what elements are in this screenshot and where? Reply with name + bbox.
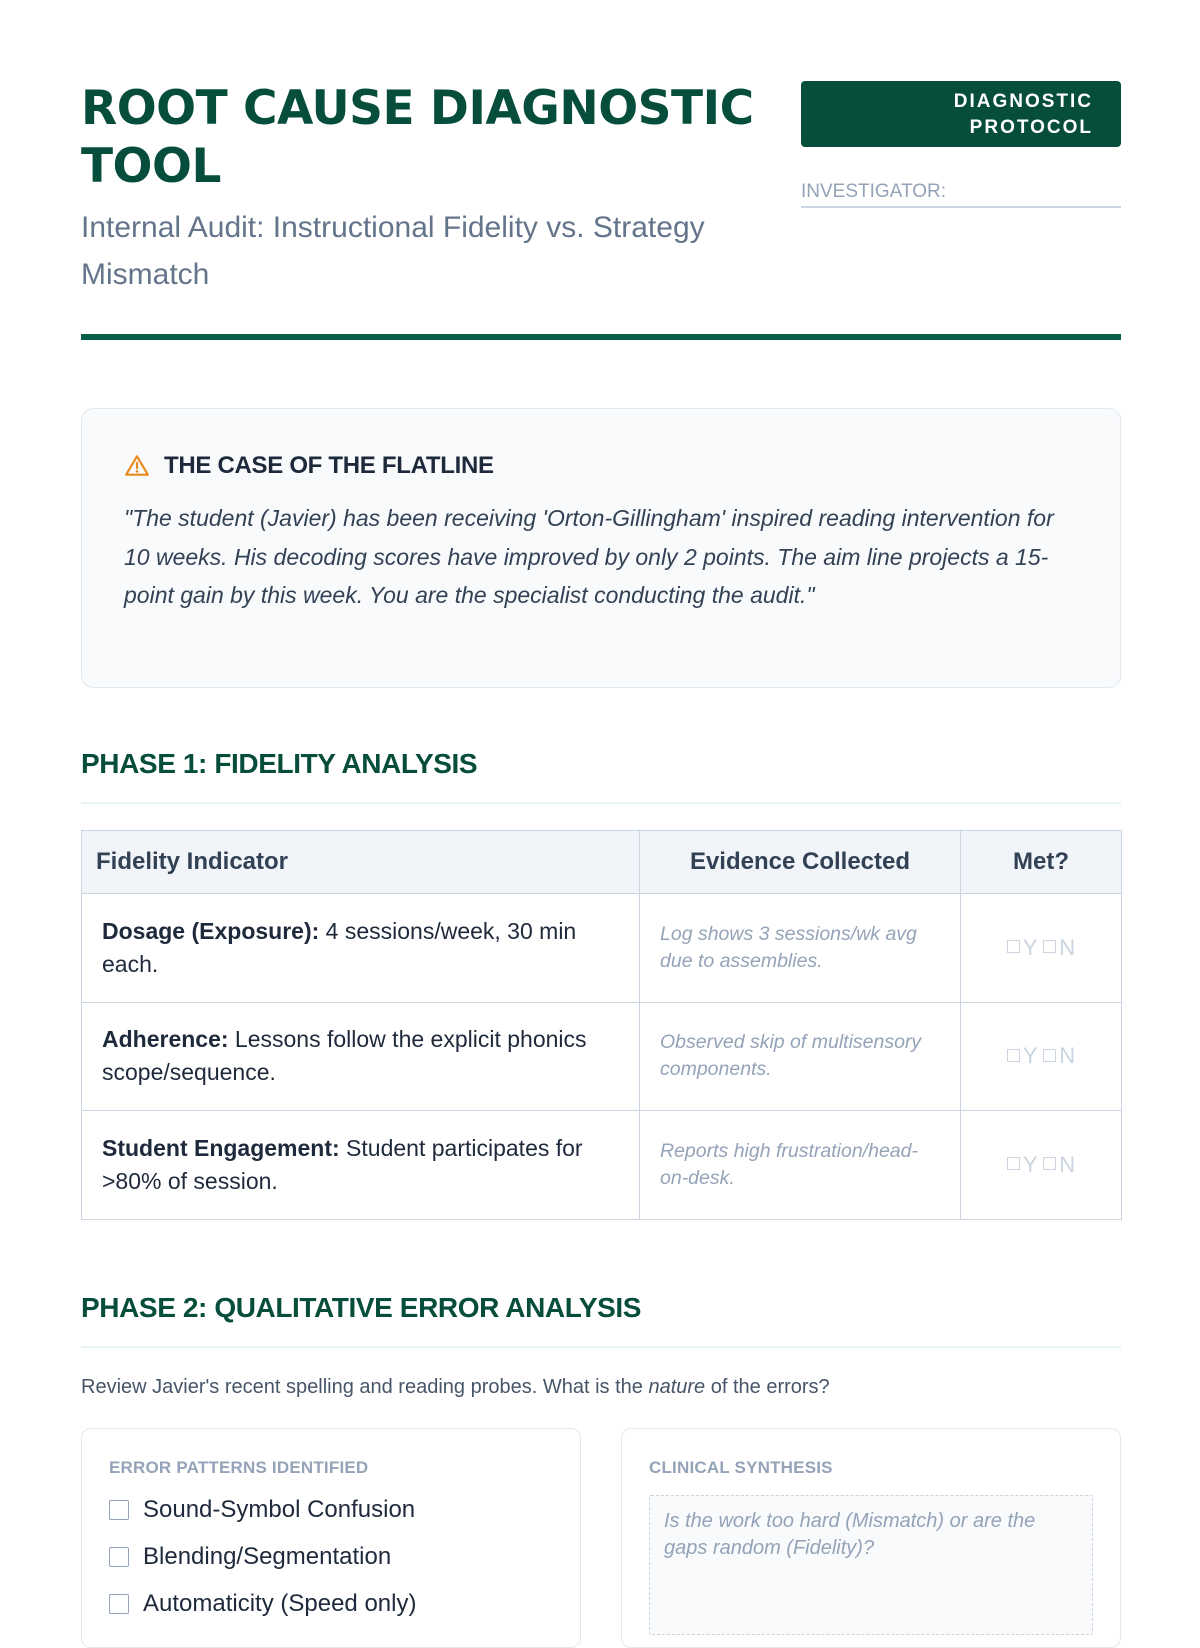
phase-1-title: PHASE 1: FIDELITY ANALYSIS	[81, 748, 478, 779]
no-label: N	[1059, 934, 1076, 960]
phase-1-divider	[81, 802, 1121, 804]
checkbox[interactable]	[109, 1500, 129, 1520]
yes-checkbox[interactable]	[1007, 940, 1020, 953]
met-cell	[961, 894, 1122, 1003]
page-subtitle: Internal Audit: Instructional Fidelity vs. Strategy Mismatch	[81, 211, 705, 291]
phase-2-divider	[81, 1346, 1121, 1348]
page-title: ROOT CAUSE DIAGNOSTIC TOOL	[81, 81, 754, 194]
indicator-text: Lessons follow the explicit phonics scope/sequence.	[102, 1026, 587, 1086]
indicator-cell	[82, 1002, 640, 1111]
yes-label: Y	[1022, 1043, 1038, 1069]
no-label: N	[1059, 1043, 1076, 1069]
yes-label: Y	[1022, 934, 1038, 960]
case-title: THE CASE OF THE FLATLINE	[164, 452, 494, 479]
yes-checkbox[interactable]	[1007, 1049, 1020, 1062]
column-header-indicator: Fidelity Indicator	[82, 831, 640, 894]
indicator-label: Dosage (Exposure):	[102, 917, 320, 944]
indicator-label: Adherence:	[102, 1026, 229, 1053]
badge-line-2: PROTOCOL	[969, 117, 1093, 138]
table-row	[82, 894, 1122, 1003]
error-patterns-panel	[81, 1428, 581, 1648]
error-option-automaticity[interactable]	[109, 1589, 416, 1619]
no-checkbox[interactable]	[1043, 940, 1056, 953]
yes-label: Y	[1022, 1151, 1038, 1177]
error-option-label: Blending/Segmentation	[143, 1543, 392, 1570]
table-row	[82, 1002, 1122, 1111]
phase-2-intro	[81, 1374, 1121, 1400]
table-header-row	[82, 831, 1122, 894]
error-patterns-label: ERROR PATTERNS IDENTIFIED	[109, 1458, 369, 1477]
intro-text: Review Javier's recent spelling and reading probes. What is the	[81, 1376, 649, 1398]
indicator-cell	[82, 894, 640, 1003]
checkbox[interactable]	[109, 1594, 129, 1614]
error-option-blending[interactable]	[109, 1542, 391, 1572]
clinical-synthesis-label: CLINICAL SYNTHESIS	[649, 1458, 833, 1477]
no-checkbox[interactable]	[1043, 1049, 1056, 1062]
column-header-met: Met?	[961, 831, 1122, 894]
error-option-label: Automaticity (Speed only)	[143, 1590, 417, 1617]
document-header	[81, 80, 1121, 340]
met-cell	[961, 1111, 1122, 1220]
error-option-sound-symbol[interactable]	[109, 1495, 415, 1525]
warning-triangle-icon	[124, 453, 150, 479]
investigator-field[interactable]: INVESTIGATOR:	[801, 180, 1121, 208]
indicator-text: 4 sessions/week, 30 min each.	[102, 917, 577, 977]
clinical-synthesis-panel	[621, 1428, 1121, 1648]
case-quote: "The student (Javier) has been receiving 'Orton-Gillingham' inspired reading intervention for 10 weeks. His decoding scores have improved by only 2 points. The aim line projects a 15-point gain by this week. You are the specialist conducting the audit."	[124, 505, 1054, 608]
column-header-evidence: Evidence Collected	[640, 831, 961, 894]
header-divider	[81, 334, 1121, 340]
badge-line-1: DIAGNOSTIC	[953, 91, 1093, 112]
protocol-badge	[801, 81, 1121, 147]
table-row	[82, 1111, 1122, 1220]
fidelity-table	[81, 830, 1122, 1220]
clinical-synthesis-textarea[interactable]: Is the work too hard (Mismatch) or are the gaps random (Fidelity)?	[649, 1495, 1093, 1635]
evidence-cell[interactable]: Log shows 3 sessions/wk avg due to assemblies.	[640, 894, 961, 1003]
met-cell	[961, 1002, 1122, 1111]
evidence-cell[interactable]: Observed skip of multisensory components.	[640, 1002, 961, 1111]
error-option-label: Sound-Symbol Confusion	[143, 1496, 416, 1523]
yes-checkbox[interactable]	[1007, 1157, 1020, 1170]
case-callout	[81, 408, 1121, 688]
phase-2-title: PHASE 2: QUALITATIVE ERROR ANALYSIS	[81, 1292, 642, 1323]
intro-text-end: of the errors?	[705, 1376, 830, 1398]
indicator-cell	[82, 1111, 640, 1220]
indicator-label: Student Engagement:	[102, 1134, 340, 1161]
checkbox[interactable]	[109, 1547, 129, 1567]
intro-emphasis: nature	[648, 1376, 706, 1398]
no-checkbox[interactable]	[1043, 1157, 1056, 1170]
evidence-cell[interactable]: Reports high frustration/head-on-desk.	[640, 1111, 961, 1220]
indicator-text: Student participates for >80% of session.	[102, 1134, 583, 1194]
case-heading	[124, 451, 494, 481]
no-label: N	[1059, 1151, 1076, 1177]
